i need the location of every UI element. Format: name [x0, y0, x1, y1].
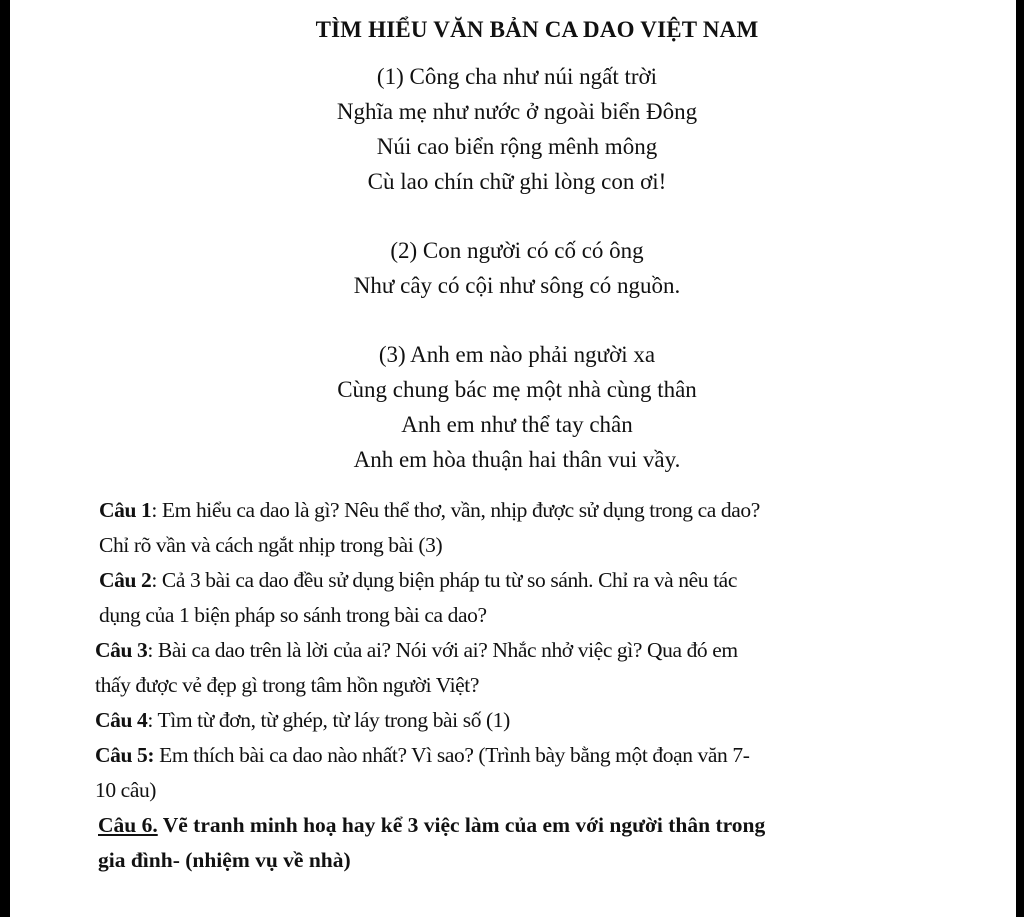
poem-line: Anh em hòa thuận hai thân vui vầy. [353, 447, 681, 472]
poem-line: Anh em như thể tay chân [401, 412, 633, 437]
question-1 [95, 493, 930, 528]
question-6-continuation: gia đình- (nhiệm vụ về nhà) [98, 848, 351, 872]
question-3-continuation: thấy được vẻ đẹp gì trong tâm hồn người Việt? [95, 673, 480, 697]
question-text: : Tìm từ đơn, từ ghép, từ láy trong bài số (1) [147, 708, 510, 732]
poem-line: (3) Anh em nào phải người xa [378, 342, 656, 367]
question-4 [95, 703, 930, 738]
question-text: : Bài ca dao trên là lời của ai? Nói với ai? Nhắc nhở việc gì? Qua đó em [147, 638, 738, 662]
question-label: Câu 5: [95, 743, 155, 767]
document-page [10, 0, 1016, 917]
poem-1 [10, 59, 1024, 199]
question-text: : Em hiểu ca dao là gì? Nêu thể thơ, vần, nhịp được sử dụng trong ca dao? [151, 498, 760, 522]
question-5 [95, 738, 930, 773]
question-3 [95, 633, 930, 668]
document-title: TÌM HIỂU VĂN BẢN CA DAO VIỆT NAM [315, 17, 759, 42]
question-text: : Cả 3 bài ca dao đều sử dụng biện pháp tu từ so sánh. Chỉ ra và nêu tác [151, 568, 737, 592]
poem-line: Cùng chung bác mẹ một nhà cùng thân [337, 377, 697, 402]
poem-line: Núi cao biển rộng mênh mông [376, 134, 658, 159]
poem-line: Cù lao chín chữ ghi lòng con ơi! [367, 169, 667, 194]
question-label: Câu 6. [98, 813, 158, 837]
question-6 [95, 808, 930, 843]
question-1-continuation: Chỉ rõ vần và cách ngắt nhịp trong bài (3) [99, 533, 443, 557]
question-2 [95, 563, 930, 598]
question-5-continuation: 10 câu) [95, 778, 157, 802]
question-label: Câu 1 [99, 498, 152, 522]
question-text: Em thích bài ca dao nào nhất? Vì sao? (Trình bày bằng một đoạn văn 7- [154, 743, 750, 767]
question-label: Câu 3 [95, 638, 148, 662]
question-2-continuation: dụng của 1 biện pháp so sánh trong bài ca dao? [99, 603, 487, 627]
question-label: Câu 4 [95, 708, 148, 732]
poem-3 [10, 337, 1024, 477]
poems-section [10, 59, 1024, 511]
questions-section [95, 493, 930, 878]
question-label: Câu 2 [99, 568, 152, 592]
poem-line: Nghĩa mẹ như nước ở ngoài biển Đông [336, 99, 698, 124]
poem-line: (1) Công cha như núi ngất trời [376, 64, 658, 89]
poem-2 [10, 233, 1024, 303]
left-black-border [0, 0, 10, 917]
question-text: Vẽ tranh minh hoạ hay kể 3 việc làm của em với người thân trong [157, 813, 766, 837]
poem-line: Như cây có cội như sông có nguồn. [353, 273, 681, 298]
poem-line: (2) Con người có cố có ông [390, 238, 644, 263]
